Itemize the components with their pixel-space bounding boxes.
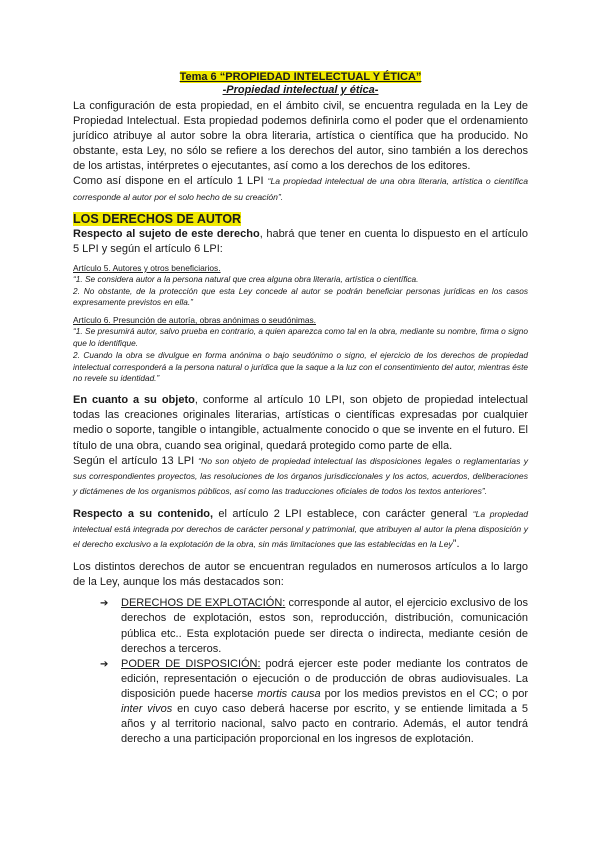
article-13-quote: “No son objeto de propiedad intelectual las disposiciones legales o reglamentarias y sus correspondientes proyectos, las resoluciones de los órganos jurisdiccionales y los actos, acuerdos, deliberaciones y dictámenes de los organismos públicos, así como las traducciones oficiales de todos los textos anteriores”. [73,455,529,496]
arrow-icon: ➔ [100,598,109,610]
article-13-paragraph: Según el artículo 13 LPI “No son objeto de propiedad intelectual las disposiciones legales o reglamentarias y sus correspondientes proyectos, las resoluciones de los órganos jurisdiccionales y los actos, acuerdos, deliberaciones y dictámenes de los organismos públicos, así como las traducciones oficiales de todos los textos anteriores”. [73,454,529,496]
intro-paragraph: La configuración de esta propiedad, en el ámbito civil, se encuentra regulada en la Ley de Propiedad Intelectual. Esta propiedad podemos definirla como el poder que el ordenamiento jurídico atribuye al autor sobre la obra literaria, artística o científica que ha producido. No obstante, esta Ley, no sólo se refiere a los derechos del autor, sino también a los derechos de los artistas, intérpretes o ejecutantes, así como a los derechos de los editores. [73,100,528,173]
rights-intro-paragraph: Los distintos derechos de autor se encuentran regulados en numerosos artículos a lo largo de la Ley, aunque los más destacados son: [73,561,528,589]
article-5-heading: Artículo 5. Autores y otros beneficiarios. [73,262,221,273]
article-6-heading: Artículo 6. Presunción de autoría, obras anónimas o seudónimas. [73,315,317,326]
page-subtitle: -Propiedad intelectual y ética- [222,84,379,96]
article-5-clause-2: 2. No obstante, de la protección que esta Ley concede al autor se podrán beneficiar personas jurídicas en los casos expresamente previstos en ella.” [73,285,528,308]
rights-list [73,596,528,747]
object-paragraph: En cuanto a su objeto, conforme al artículo 10 LPI, son objeto de propiedad intelectual todas las creaciones originales literarias, artísticas o científicas expresadas por cualquier medio o soporte, tangible o intangible, actualmente conocido o que se invente en el futuro. El título de una obra, cuando sea original, quedará protegido como parte de ella. [73,394,528,452]
list-item-disposal-power: ➔ PODER DE DISPOSICIÓN: podrá ejercer este poder mediante los contratos de edición, representación o ejecución o de producción de obras audiovisuales. La disposición puede hacerse mortis causa por los medios previstos en el CC; o por inter vivos en cuyo caso deberá hacerse por escrito, y se entiende limitada a 5 años y al territorio nacional, salvo pacto en contrario. Además, el autor tendrá derecho a una participación proporcional en los ingresos de explotación. [100,657,529,746]
article-1-paragraph: Como así dispone en el artículo 1 LPI “La propiedad intelectual de una obra literaria, artística o científica corresponde al autor por el solo hecho de su creación”. [73,175,529,202]
list-item-exploitation-rights: ➔ DERECHOS DE EXPLOTACIÓN: corresponde al autor, el ejercicio exclusivo de los derechos de explotación, estos son, reproducción, distribución, comunicación pública etc.. Esta explotación puede ser directa o indirecta, mediante cesión de derechos a terceros. [100,597,529,655]
article-1-quote: “La propiedad intelectual de una obra literaria, artística o científica corresponde al autor por el solo hecho de su creación”. [73,176,529,202]
content-paragraph: Respecto a su contenido, el artículo 2 LPI establece, con carácter general “La propiedad intelectual está integrada por derechos de carácter personal y patrimonial, que atribuyen al autor la plena disposición y el derecho exclusivo a la explotación de la obra, sin más limitaciones que las establecidas en la Ley”. [73,507,529,551]
subject-paragraph: Respecto al sujeto de este derecho, habrá que tener en cuenta lo dispuesto en el artículo 5 LPI y según el artículo 6 LPI: [73,227,528,255]
article-6-clause-2: 2. Cuando la obra se divulgue en forma anónima o bajo seudónimo o signo, el ejercicio de los derechos de propiedad intelectual corresponderá a la persona natural o jurídica que la saque a la luz con el consentimiento del autor, mientras éste no revele su identidad.” [73,349,528,384]
page-title: Tema 6 “PROPIEDAD INTELECTUAL Y ÉTICA” [179,71,422,83]
arrow-icon: ➔ [100,658,109,670]
article-2-quote: “La propiedad intelectual está integrada por derechos de carácter personal y patrimonial, que atribuyen al autor la plena disposición y el derecho exclusivo a la explotación de la obra, sin más limitaciones que las establecidas en la Ley [73,508,529,550]
article-5-clause-1: “1. Se considera autor a la persona natural que crea alguna obra literaria, artística o científica. [73,273,419,284]
article-6-clause-1: “1. Se presumirá autor, salvo prueba en contrario, a quien aparezca como tal en la obra, mediante su nombre, firma o signo que lo identifique. [73,326,528,349]
section-heading: LOS DERECHOS DE AUTOR [73,211,242,226]
